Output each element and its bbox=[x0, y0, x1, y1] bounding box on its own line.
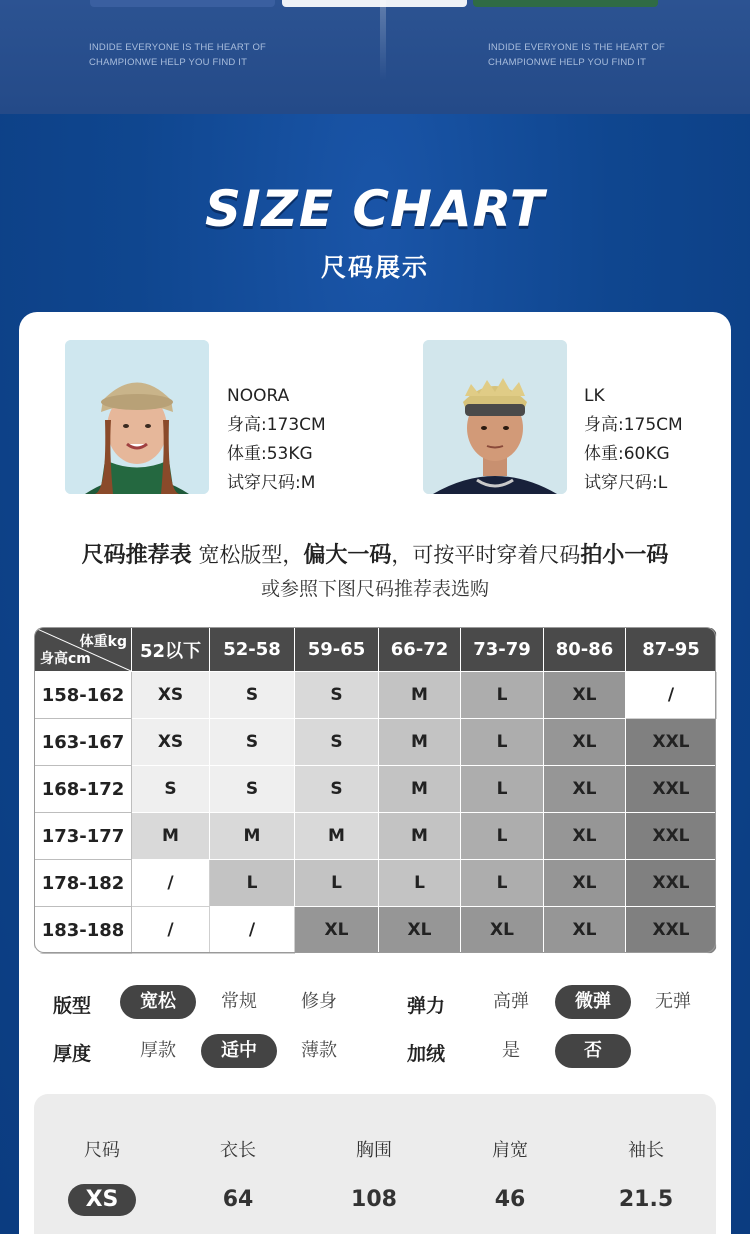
measure-chest-value: 108 bbox=[351, 1187, 397, 1212]
top-banner bbox=[0, 0, 750, 114]
height-range-cell: 178-182 bbox=[35, 860, 132, 907]
size-cell: S bbox=[210, 672, 295, 719]
model-portrait-icon bbox=[65, 340, 209, 494]
size-cell: L bbox=[461, 672, 544, 719]
recommendation-line bbox=[19, 538, 731, 569]
height-range-cell: 173-177 bbox=[35, 813, 132, 860]
emphasis-size-down: 拍小一码 bbox=[580, 543, 669, 568]
size-cell: M bbox=[379, 672, 461, 719]
fit-option-slim: 修身 bbox=[301, 991, 337, 1012]
height-range-cell: 163-167 bbox=[35, 719, 132, 766]
thickness-label: 厚度 bbox=[53, 1043, 92, 1065]
size-cell: XXL bbox=[626, 860, 717, 907]
size-cell: L bbox=[210, 860, 295, 907]
size-cell: XS bbox=[132, 672, 210, 719]
size-cell: M bbox=[379, 766, 461, 813]
product-thumbnail bbox=[90, 0, 275, 7]
table-row bbox=[35, 766, 717, 813]
model-weight: 体重:60KG bbox=[584, 444, 670, 464]
size-cell: S bbox=[210, 766, 295, 813]
size-chart-title: SIZE CHART bbox=[204, 180, 546, 238]
weight-header: 52-58 bbox=[210, 628, 295, 672]
model-photo-lk bbox=[423, 340, 567, 494]
size-cell: XL bbox=[544, 766, 626, 813]
size-cell: L bbox=[295, 860, 379, 907]
size-cell: S bbox=[295, 766, 379, 813]
size-cell: XL bbox=[544, 907, 626, 954]
corner-height-label: 身高cm bbox=[40, 651, 91, 667]
size-cell: XXL bbox=[626, 719, 717, 766]
table-corner bbox=[35, 628, 132, 672]
product-thumbnail bbox=[282, 0, 467, 7]
table-row bbox=[35, 719, 717, 766]
fit-option-loose: 宽松 bbox=[120, 985, 196, 1019]
model-info-noora bbox=[227, 382, 326, 498]
weight-header: 66-72 bbox=[379, 628, 461, 672]
thickness-option-medium: 适中 bbox=[201, 1034, 277, 1068]
measure-header-size: 尺码 bbox=[84, 1140, 120, 1161]
table-header-row bbox=[35, 628, 717, 672]
measure-sleeve-value: 21.5 bbox=[618, 1187, 674, 1212]
height-range-cell: 158-162 bbox=[35, 672, 132, 719]
slogan-left: INDIDE EVERYONE IS THE HEART OF CHAMPIONWE HELP YOU FIND IT bbox=[89, 42, 267, 68]
stretch-label: 弹力 bbox=[407, 995, 446, 1017]
size-cell: M bbox=[295, 813, 379, 860]
model-info-lk bbox=[584, 382, 683, 498]
measure-header-sleeve: 袖长 bbox=[628, 1140, 664, 1161]
measure-header-shoulder: 肩宽 bbox=[492, 1140, 528, 1161]
model-size: 试穿尺码:L bbox=[584, 473, 668, 493]
recommendation-subline: 或参照下图尺码推荐表选购 bbox=[260, 578, 489, 600]
model-height: 身高:173CM bbox=[227, 415, 326, 435]
size-cell: XL bbox=[379, 907, 461, 954]
recommendation-title: 尺码推荐表 bbox=[81, 543, 192, 568]
size-chart-subtitle: 尺码展示 bbox=[320, 253, 429, 282]
size-cell: L bbox=[379, 860, 461, 907]
table-row bbox=[35, 907, 717, 954]
weight-header: 80-86 bbox=[544, 628, 626, 672]
emphasis-size-up: 偏大一码 bbox=[303, 543, 392, 568]
size-cell: L bbox=[461, 860, 544, 907]
size-cell: / bbox=[132, 907, 210, 954]
corner-weight-label: 体重kg bbox=[79, 634, 127, 650]
stretch-option-none: 无弹 bbox=[655, 991, 691, 1012]
model-name: LK bbox=[584, 386, 605, 406]
fleece-option-yes: 是 bbox=[502, 1040, 520, 1061]
product-thumbnail bbox=[473, 0, 658, 7]
table-row bbox=[35, 860, 717, 907]
stretch-option-slight: 微弹 bbox=[555, 985, 631, 1019]
size-cell: M bbox=[210, 813, 295, 860]
measure-header-chest: 胸围 bbox=[356, 1140, 392, 1161]
height-range-cell: 183-188 bbox=[35, 907, 132, 954]
thickness-option-thin: 薄款 bbox=[301, 1040, 337, 1061]
size-cell: M bbox=[379, 719, 461, 766]
model-photo-noora bbox=[65, 340, 209, 494]
model-portrait-icon bbox=[423, 340, 567, 494]
fit-text: 宽松版型， bbox=[198, 543, 304, 567]
mid-text: ，可按平时穿着尺码 bbox=[391, 543, 581, 567]
size-cell: M bbox=[379, 813, 461, 860]
measure-shoulder-value: 46 bbox=[494, 1187, 526, 1212]
measurement-panel bbox=[34, 1094, 716, 1234]
decorative-streak bbox=[380, 0, 386, 80]
thickness-option-thick: 厚款 bbox=[140, 1040, 176, 1061]
fleece-label: 加绒 bbox=[407, 1043, 446, 1065]
size-cell: / bbox=[210, 907, 295, 954]
size-cell: XL bbox=[544, 672, 626, 719]
size-cell: S bbox=[132, 766, 210, 813]
fit-label: 版型 bbox=[53, 995, 92, 1017]
size-cell: S bbox=[210, 719, 295, 766]
size-cell: / bbox=[132, 860, 210, 907]
table-row bbox=[35, 672, 717, 719]
size-cell: XL bbox=[461, 907, 544, 954]
table-row bbox=[35, 813, 717, 860]
size-cell: S bbox=[295, 672, 379, 719]
measure-header-length: 衣长 bbox=[220, 1140, 256, 1161]
size-cell: L bbox=[461, 813, 544, 860]
size-recommendation-table bbox=[34, 627, 717, 954]
size-cell: XL bbox=[544, 813, 626, 860]
size-cell: S bbox=[295, 719, 379, 766]
size-cell: / bbox=[626, 672, 717, 719]
size-cell: XS bbox=[132, 719, 210, 766]
weight-header: 73-79 bbox=[461, 628, 544, 672]
slogan-right: INDIDE EVERYONE IS THE HEART OF CHAMPIONWE HELP YOU FIND IT bbox=[488, 42, 666, 68]
fit-option-regular: 常规 bbox=[221, 991, 257, 1012]
model-height: 身高:175CM bbox=[584, 415, 683, 435]
model-weight: 体重:53KG bbox=[227, 444, 313, 464]
measure-length-value: 64 bbox=[222, 1187, 254, 1212]
model-name: NOORA bbox=[227, 386, 290, 406]
weight-header: 87-95 bbox=[626, 628, 717, 672]
size-cell: XL bbox=[295, 907, 379, 954]
model-size: 试穿尺码:M bbox=[227, 473, 316, 493]
weight-header: 59-65 bbox=[295, 628, 379, 672]
size-cell: XL bbox=[544, 719, 626, 766]
height-range-cell: 168-172 bbox=[35, 766, 132, 813]
fleece-option-no: 否 bbox=[555, 1034, 631, 1068]
size-card bbox=[19, 312, 731, 1234]
size-cell: L bbox=[461, 719, 544, 766]
measure-size-badge: XS bbox=[68, 1184, 136, 1216]
size-cell: XL bbox=[544, 860, 626, 907]
size-cell: XXL bbox=[626, 907, 717, 954]
size-cell: XXL bbox=[626, 813, 717, 860]
size-cell: XXL bbox=[626, 766, 717, 813]
size-cell: M bbox=[132, 813, 210, 860]
stretch-option-high: 高弹 bbox=[493, 991, 529, 1012]
weight-header: 52以下 bbox=[132, 628, 210, 672]
size-cell: L bbox=[461, 766, 544, 813]
